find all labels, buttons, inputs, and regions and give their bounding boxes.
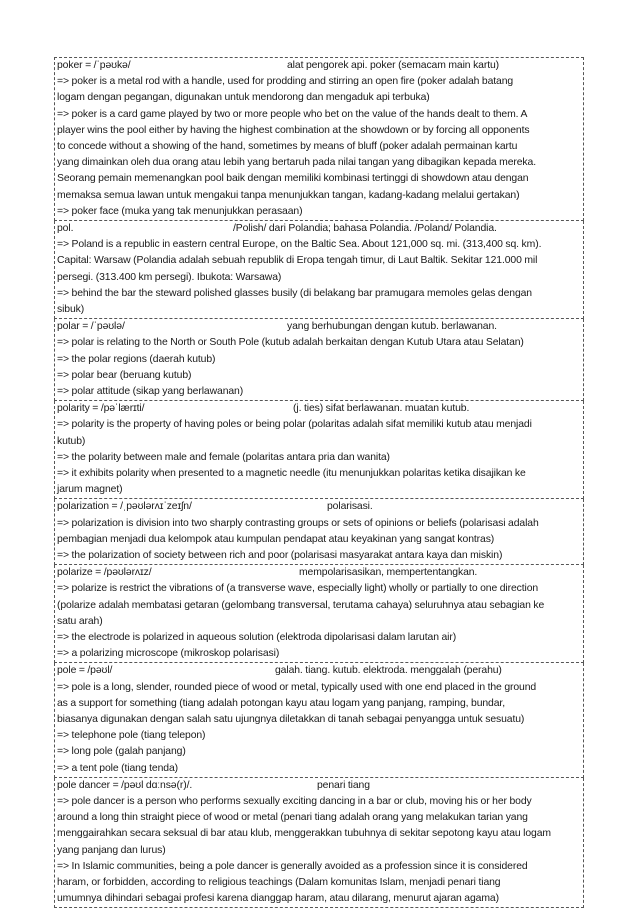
gloss: alat pengorek api. poker (semacam main kartu)	[287, 60, 500, 71]
entry-line: => polarity is the property of having poles or being polar (polaritas adalah sifat memiliki kutub atau menjadi	[57, 419, 532, 431]
entry-line: => pole dancer is a person who performs sexually exciting dancing in a bar or club, moving his or her body	[57, 796, 532, 808]
entry-line: => telephone pole (tiang telepon)	[57, 730, 206, 742]
entry-line: satu arah)	[57, 615, 103, 627]
entry-line: haram, or forbidden, according to religious teachings (Dalam komunitas Islam, menjadi penari tiang	[57, 877, 501, 889]
headword: polarize = /pəʊlərʌɪz/	[57, 567, 152, 579]
gloss: yang berhubungan dengan kutub. berlawanan.	[287, 321, 497, 333]
entry-line: => the polarity between male and female (polaritas antara pria dan wanita)	[57, 451, 390, 463]
entry-head	[57, 565, 582, 581]
headword: pol.	[57, 223, 74, 235]
headword: pole = /pəʊl/	[57, 665, 113, 677]
entry-line: => poker is a card game played by two or more people who bet on the value of the hands dealt to them. A	[57, 108, 528, 120]
entry-line: to concede without a showing of the hand, sometimes by means of bluff (poker adalah permainan kartu	[57, 141, 518, 152]
dictionary-entries	[54, 57, 584, 908]
entry-polarize	[54, 565, 584, 663]
entry-line: memaksa semua lawan untuk mengakui tanpa menunjukkan tangan, kadang-kadang melalui gertakan)	[57, 189, 520, 201]
gloss: penari tiang	[317, 779, 370, 791]
entry-line: menggairahkan secara seksual di bar atau klub, menggerakkan tubuhnya di sekitar sepotong kayu atau logam	[57, 828, 551, 840]
entry-line: => pole is a long, slender, rounded piece of wood or metal, typically used with one end placed in the ground	[57, 681, 537, 693]
headword: polarity = /pəˈlærɪti/	[57, 403, 145, 415]
entry-line: => a tent pole (tiang tenda)	[57, 762, 178, 774]
entry-line: => polarize is restrict the vibrations of (a transverse wave, especially light) wholly or partially to one direction	[57, 583, 539, 595]
entry-line: => long pole (galah panjang)	[57, 746, 186, 758]
entry-pole-dancer	[54, 778, 584, 908]
headword: polarization = /ˌpəʊlərʌɪˈzeɪʃn/	[57, 501, 192, 513]
entry-polarity	[54, 401, 584, 499]
gloss: galah. tiang. kutub. elektroda. menggalah (perahu)	[275, 665, 502, 677]
entry-line: => polar is relating to the North or South Pole (kutub adalah berkaitan dengan Kutub Utara atau Selatan)	[57, 337, 524, 349]
entry-pol	[54, 221, 584, 319]
entry-polarization	[54, 499, 584, 565]
entry-head	[57, 58, 582, 74]
headword: pole dancer = /pəʊl dɑːnsə(r)/.	[57, 779, 193, 791]
entry-poker	[54, 57, 584, 221]
entry-line: => polar bear (beruang kutub)	[57, 369, 192, 381]
gloss: (j. ties) sifat berlawanan. muatan kutub.	[293, 403, 470, 415]
entry-line: sibuk)	[57, 304, 85, 316]
entry-head	[57, 663, 582, 679]
entry-line: => Poland is a republic in eastern central Europe, on the Baltic Sea. About 121,000 sq. mi. (313,400 sq. km).	[57, 239, 542, 251]
entry-line: around a long thin straight piece of wood or metal (penari tiang adalah orang yang melakukan tarian yang	[57, 812, 528, 824]
entry-line: => the polarization of society between rich and poor (polarisasi masyarakat antara kaya dan miskin)	[57, 550, 503, 562]
entry-line: as a support for something (tiang adalah potongan kayu atau logam yang panjang, ramping, bundar,	[57, 697, 505, 709]
entry-line: => a polarizing microscope (mikroskop polarisasi)	[57, 648, 280, 660]
entry-line: jarum magnet)	[57, 484, 123, 496]
entry-line: (polarize adalah membatasi getaran (gelombang transversal, terutama cahaya) seluruhnya atau sebagian ke	[57, 599, 545, 611]
entry-line: => the polar regions (daerah kutub)	[57, 353, 216, 365]
entry-polar	[54, 319, 584, 401]
entry-line: Seorang pemain memenangkan pool baik dengan memiliki kombinasi tertinggi di showdown atau dengan	[57, 173, 529, 185]
entry-line: yang panjang dan lurus)	[57, 844, 166, 856]
entry-pole	[54, 663, 584, 777]
entry-head	[57, 499, 582, 515]
gloss: mempolarisasikan, mempertentangkan.	[299, 567, 478, 579]
entry-head	[57, 221, 582, 237]
entry-line: Capital: Warsaw (Polandia adalah sebuah republik di Eropa tengah timur, di Laut Baltik. Sekitar 121.000 mil	[57, 255, 538, 267]
entry-line: logam dengan pegangan, digunakan untuk mendorong dan mengaduk api terbuka)	[57, 92, 430, 104]
entry-line: umumnya dihindari sebagai profesi karena dianggap haram, atau dilarang, menurut ajaran agama)	[57, 893, 499, 905]
entry-head	[57, 319, 582, 335]
entry-line: => polar attitude (sikap yang berlawanan)	[57, 386, 244, 398]
entry-line: yang dimainkan oleh dua orang atau lebih yang bertaruh pada nilai tangan yang dibagikan kepada mereka.	[57, 157, 536, 169]
entry-line: => polarization is division into two sharply contrasting groups or sets of opinions or beliefs (polarisasi adalah	[57, 517, 539, 529]
entry-line: => In Islamic communities, being a pole dancer is generally avoided as a profession since it is considered	[57, 860, 528, 872]
entry-line: pembagian menjadi dua kelompok atau kumpulan pendapat atau keyakinan yang sangat kontras)	[57, 533, 495, 545]
entry-line: => behind the bar the steward polished glasses busily (di belakang bar pramugara memoles gelas dengan	[57, 287, 532, 299]
entry-line: player wins the pool either by having the highest combination at the showdown or by forcing all opponents	[57, 124, 530, 136]
gloss: polarisasi.	[327, 501, 373, 513]
entry-line: kutub)	[57, 435, 86, 447]
entry-line: => poker face (muka yang tak menunjukkan perasaan)	[57, 205, 303, 217]
entry-head	[57, 778, 582, 794]
entry-line: persegi. (313.400 km persegi). Ibukota: Warsawa)	[57, 271, 282, 283]
entry-line: => the electrode is polarized in aqueous solution (elektroda dipolarisasi dalam larutan air)	[57, 632, 457, 644]
entry-line: biasanya digunakan dengan salah satu ujungnya diletakkan di tanah sebagai penyangga untuk sesuatu)	[57, 714, 525, 726]
headword: poker = /ˈpəʊkə/	[57, 60, 131, 71]
entry-head	[57, 401, 582, 417]
entry-line: => it exhibits polarity when presented to a magnetic needle (itu menunjukkan polaritas ketika disajikan ke	[57, 468, 526, 480]
entry-line: => poker is a metal rod with a handle, used for prodding and stirring an open fire (poker adalah batang	[57, 76, 514, 88]
headword: polar = /ˈpəʊlə/	[57, 321, 125, 333]
gloss: /Polish/ dari Polandia; bahasa Polandia. /Poland/ Polandia.	[233, 223, 497, 235]
